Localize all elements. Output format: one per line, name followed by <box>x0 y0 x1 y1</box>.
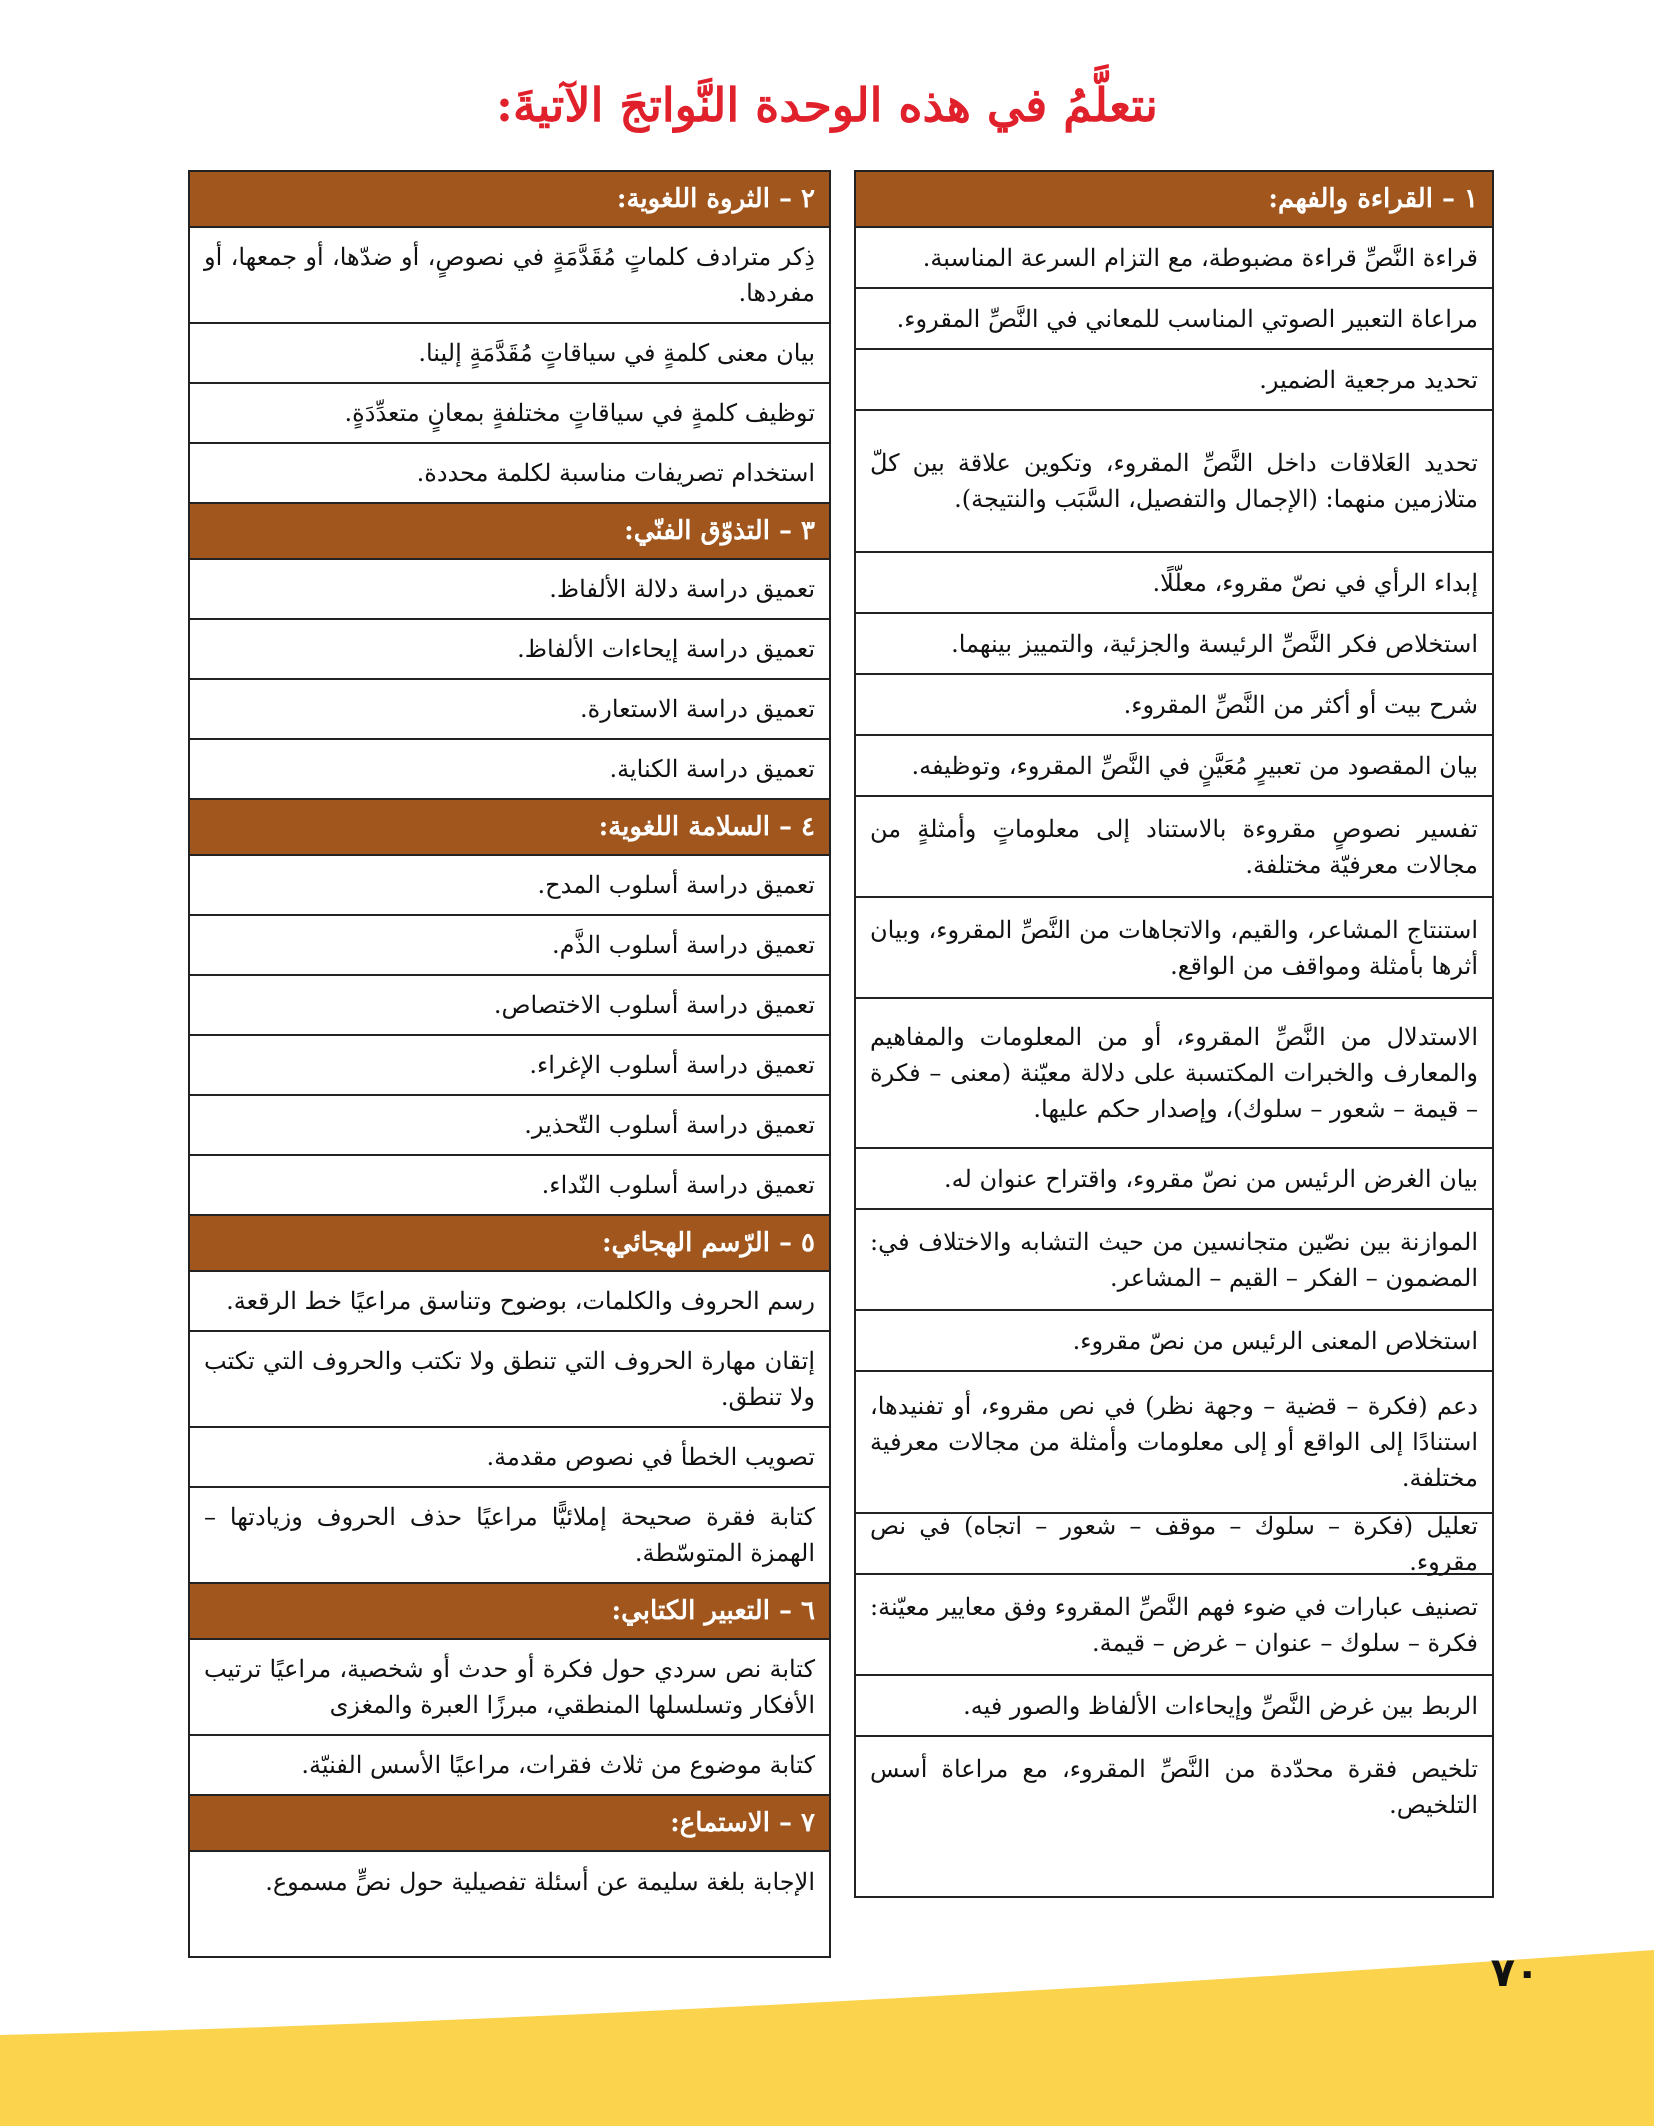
table-row: إبداء الرأي في نصّ مقروء، معلّلًا. <box>856 553 1492 614</box>
table-row: استخلاص المعنى الرئيس من نصّ مقروء. <box>856 1311 1492 1372</box>
table-row: تصويب الخطأ في نصوص مقدمة. <box>190 1428 829 1488</box>
table-row: تلخيص فقرة محدّدة من النَّصِّ المقروء، مع مراعاة أسس التلخيص. <box>870 1755 1478 1819</box>
skills-table <box>188 170 831 1958</box>
table-row: بيان معنى كلمةٍ في سياقاتٍ مُقَدَّمَةٍ إلينا. <box>190 324 829 384</box>
table-row: شرح بيت أو أكثر من النَّصِّ المقروء. <box>856 675 1492 736</box>
table-row: تعميق دراسة أسلوب النّداء. <box>190 1156 829 1216</box>
page-title: نتعلَّمُ في هذه الوحدة النَّواتجَ الآتيةَ: <box>496 78 1158 132</box>
footer-wave <box>0 1950 1654 2126</box>
table-row: تحديد العَلاقات داخل النَّصِّ المقروء، وتكوين علاقة بين كلّ متلازمين منهما: (الإجمال والتفصيل، السَّبَب والنتيجة). <box>856 411 1492 553</box>
table-row: مراعاة التعبير الصوتي المناسب للمعاني في النَّصِّ المقروء. <box>856 289 1492 350</box>
section-heading: ٦ – التعبير الكتابي: <box>190 1584 829 1640</box>
table-row: تفسير نصوصٍ مقروءة بالاستناد إلى معلوماتٍ وأمثلةٍ من مجالات معرفيّة مختلفة. <box>856 797 1492 898</box>
page-number: ٧٠ <box>1490 1950 1540 1996</box>
table-row: تعميق دراسة الكناية. <box>190 740 829 800</box>
table-row: كتابة فقرة صحيحة إملائيًّا مراعيًا حذف الحروف وزيادتها – الهمزة المتوسّطة. <box>190 1488 829 1584</box>
table-row: تعميق دراسة أسلوب الإغراء. <box>190 1036 829 1096</box>
table-row: تصنيف عبارات في ضوء فهم النَّصِّ المقروء وفق معايير معيّنة: فكرة – سلوك – عنوان – غرض – قيمة. <box>856 1575 1492 1676</box>
table-row: تعميق دراسة دلالة الألفاظ. <box>190 560 829 620</box>
table-row: دعم (فكرة – قضية – وجهة نظر) في نص مقروء، أو تفنيدها، استنادًا إلى الواقع أو إلى معلومات وأمثلة من مجالات معرفية مختلفة. <box>856 1372 1492 1514</box>
table-row: الموازنة بين نصّين متجانسين من حيث التشابه والاختلاف في: المضمون – الفكر – القيم – المشاعر. <box>856 1210 1492 1311</box>
table-row: استخلاص فكر النَّصِّ الرئيسة والجزئية، والتمييز بينهما. <box>856 614 1492 675</box>
footer-decoration <box>0 1940 1654 2126</box>
table-row: إتقان مهارة الحروف التي تنطق ولا تكتب والحروف التي تكتب ولا تنطق. <box>190 1332 829 1428</box>
table-row: توظيف كلمةٍ في سياقاتٍ مختلفةٍ بمعانٍ متعدِّدَةٍ. <box>190 384 829 444</box>
section-heading: ٢ – الثروة اللغوية: <box>190 172 829 228</box>
section-heading: ٥ – الرّسم الهجائي: <box>190 1216 829 1272</box>
table-row: كتابة نص سردي حول فكرة أو حدث أو شخصية، مراعيًا ترتيب الأفكار وتسلسلها المنطقي، مبرزًا العبرة والمغزى <box>190 1640 829 1736</box>
table-row: تحديد مرجعية الضمير. <box>856 350 1492 411</box>
table-row: تعميق دراسة أسلوب التّحذير. <box>190 1096 829 1156</box>
table-row: قراءة النَّصِّ قراءة مضبوطة، مع التزام السرعة المناسبة. <box>856 228 1492 289</box>
table-row: الاستدلال من النَّصِّ المقروء، أو من المعلومات والمفاهيم والمعارف والخبرات المكتسبة على دلالة معيّنة (معنى – فكرة – قيمة – شعور – سلوك)، وإصدار حكم عليها. <box>856 999 1492 1149</box>
section-heading: ٧ – الاستماع: <box>190 1796 829 1852</box>
table-row: استنتاج المشاعر، والقيم، والاتجاهات من النَّصِّ المقروء، وبيان أثرها بأمثلة ومواقف من الواقع. <box>856 898 1492 999</box>
table-row: بيان المقصود من تعبيرٍ مُعَيَّنٍ في النَّصِّ المقروء، وتوظيفه. <box>856 736 1492 797</box>
section-heading: ٣ – التذوّق الفنّي: <box>190 504 829 560</box>
table-row: رسم الحروف والكلمات، بوضوح وتناسق مراعيًا خط الرقعة. <box>190 1272 829 1332</box>
table-row: ذِكر مترادف كلماتٍ مُقَدَّمَةٍ في نصوصٍ، أو ضدّها، أو جمعها، أو مفردها. <box>190 228 829 324</box>
table-row: تعميق دراسة الاستعارة. <box>190 680 829 740</box>
reading-comprehension-table <box>854 170 1494 1898</box>
section-heading: ٤ – السلامة اللغوية: <box>190 800 829 856</box>
section-heading: ١ – القراءة والفهم: <box>856 172 1492 228</box>
table-row: تعميق دراسة أسلوب الاختصاص. <box>190 976 829 1036</box>
table-row: الربط بين غرض النَّصِّ وإيحاءات الألفاظ والصور فيه. <box>856 1676 1492 1737</box>
table-row: تعميق دراسة إيحاءات الألفاظ. <box>190 620 829 680</box>
table-row: كتابة موضوع من ثلاث فقرات، مراعيًا الأسس الفنيّة. <box>190 1736 829 1796</box>
table-row: تعليل (فكرة – سلوك – موقف – شعور – اتجاه) في نص مقروء. <box>856 1514 1492 1575</box>
table-row: تعميق دراسة أسلوب الذَّم. <box>190 916 829 976</box>
table-row: استخدام تصريفات مناسبة لكلمة محددة. <box>190 444 829 504</box>
table-row: الإجابة بلغة سليمة عن أسئلة تفصيلية حول نصٍّ مسموع. <box>265 1868 815 1896</box>
table-row: تعميق دراسة أسلوب المدح. <box>190 856 829 916</box>
table-row: بيان الغرض الرئيس من نصّ مقروء، واقتراح عنوان له. <box>856 1149 1492 1210</box>
